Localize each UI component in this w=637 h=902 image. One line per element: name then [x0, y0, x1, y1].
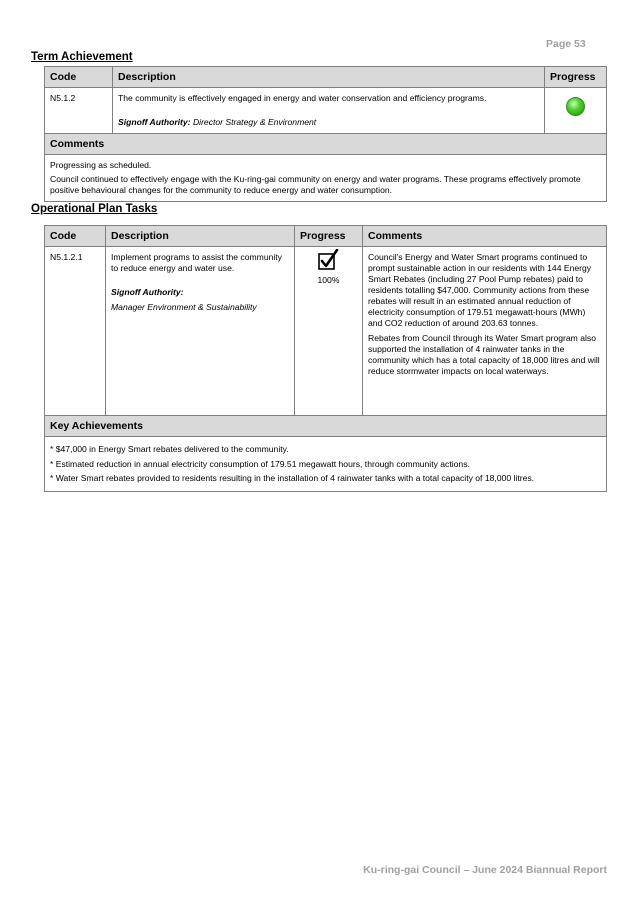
task-comments-cell — [363, 247, 607, 416]
progress-header: Progress — [295, 226, 363, 247]
term-achievement-heading: Term Achievement — [31, 51, 133, 63]
key-achievements-header: Key Achievements — [45, 416, 607, 437]
comments-header: Comments — [363, 226, 607, 247]
table-row — [45, 247, 607, 416]
page-number: Page 53 — [546, 38, 586, 50]
description-header: Description — [113, 67, 545, 88]
checkmark-box-icon — [300, 249, 357, 273]
list-item: * Water Smart rebates provided to residents resulting in the installation of 4 rainwater tanks with a total capacity of 18,000 litres. — [50, 473, 535, 483]
term-signoff — [118, 117, 539, 128]
comment-line: Progressing as scheduled. — [50, 160, 152, 170]
footer-report-title: Ku-ring-gai Council – June 2024 Biannual Report — [363, 864, 607, 876]
term-code-cell: N5.1.2 — [45, 88, 113, 134]
comment-paragraph: Council's Energy and Water Smart programs continued to prompt sustainable action in our residents with 144 Energy Smart Rebates (including 27 Pool Pump rebates) paid to residents totalling $47,000. Community actions from these rebates will result in an estimated annual reduction of electricity consumption of 179.51 megawatt-hours (MWh) and CO2 reduction of around 203.63 tonnes. — [368, 252, 592, 328]
task-progress-cell — [295, 247, 363, 416]
progress-percent: 100% — [317, 275, 340, 285]
term-description-cell — [113, 88, 545, 134]
term-achievement-table — [44, 66, 607, 202]
signoff-label: Signoff Authority: — [111, 287, 184, 297]
list-item: * Estimated reduction in annual electricity consumption of 179.51 megawatt hours, through community actions. — [50, 458, 470, 469]
term-progress-cell — [545, 88, 607, 134]
signoff-label: Signoff Authority: — [118, 117, 191, 127]
table-row — [45, 88, 607, 134]
progress-header: Progress — [545, 67, 607, 88]
list-item: * $47,000 in Energy Smart rebates delivered to the community. — [50, 444, 289, 454]
task-description: Implement programs to assist the community to reduce energy and water use. — [111, 252, 282, 273]
comments-cell — [45, 155, 607, 202]
key-achievements-cell — [45, 437, 607, 492]
term-description: The community is effectively engaged in energy and water conservation and efficiency programs. — [118, 93, 487, 103]
code-header: Code — [45, 67, 113, 88]
signoff-value: Manager Environment & Sustainability — [111, 302, 257, 312]
task-code-cell: N5.1.2.1 — [45, 247, 106, 416]
comments-header: Comments — [45, 134, 607, 155]
description-header: Description — [106, 226, 295, 247]
signoff-value: Director Strategy & Environment — [192, 117, 317, 127]
task-description-cell — [106, 247, 295, 416]
comment-paragraph: Rebates from Council through its Water Smart program also supported the installation of 4 rainwater tanks in the community which has a total capacity of 18,000 litres and will reduce stormwater impacts on local waterways. — [368, 333, 600, 376]
operational-plan-table — [44, 225, 607, 492]
operational-plan-heading: Operational Plan Tasks — [31, 203, 158, 215]
comment-line: Council continued to effectively engage with the Ku-ring-gai community on energy and water programs. These programs effectively promote positive behavioural changes for the community to reduce energy and water consumption. — [50, 174, 581, 195]
green-circle-icon — [566, 97, 585, 116]
code-header: Code — [45, 226, 106, 247]
